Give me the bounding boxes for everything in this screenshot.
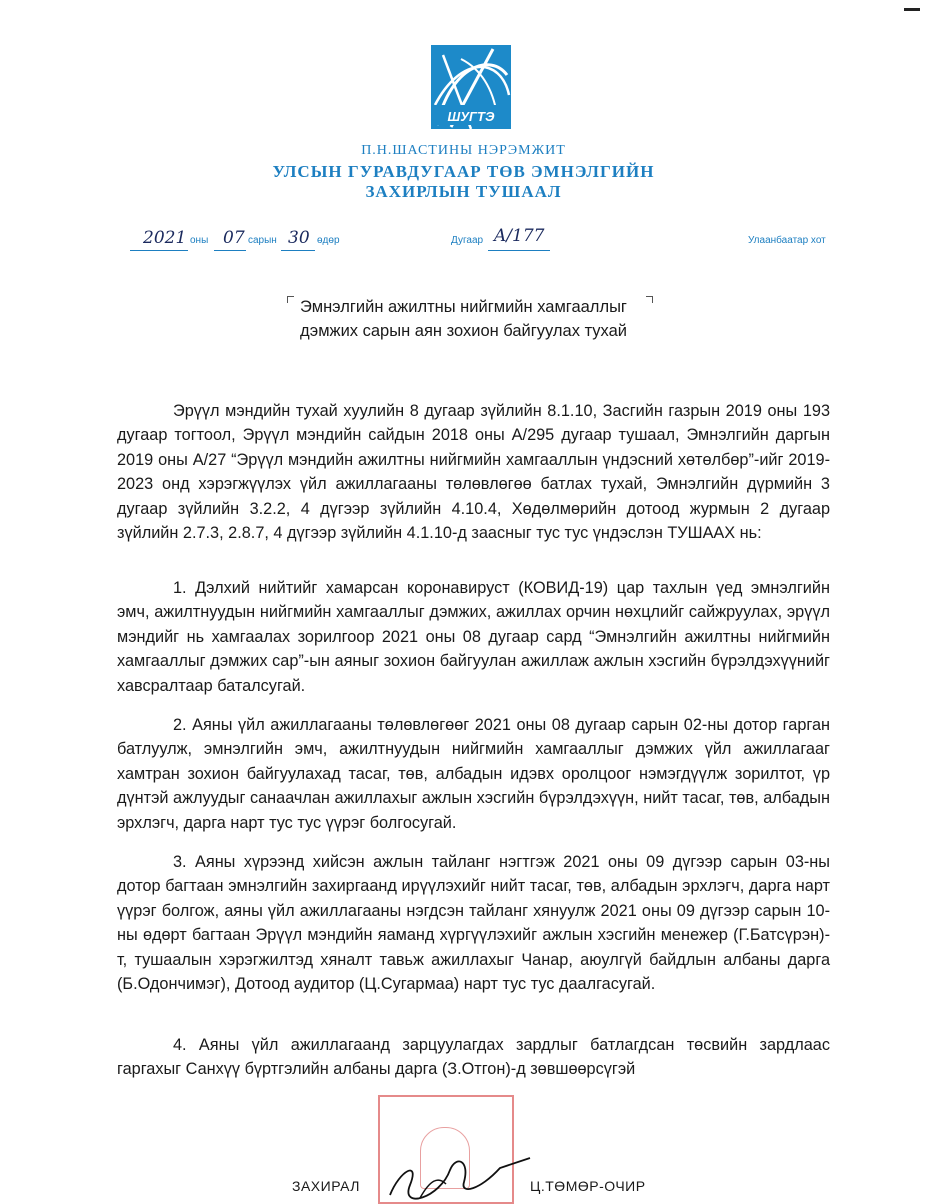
order-item-4: 4. Аяны үйл ажиллагаанд зарцуулагдах зардлыг батлагдсан төсвийн зардлаас гаргахыг Санхүү бүртгэлийн албаны дарга (З.Отгон)-д зөвшөөрсүгэй	[117, 1036, 830, 1079]
document-title: ЗАХИРЛЫН ТУШААЛ	[365, 182, 562, 201]
order-item-1: 1. Дэлхий нийтийг хамарсан коронавируст (КОВИД-19) цар тахлын үед эмнэлгийн эмч, ажилтнуудын нийгмийн хамгааллыг дэмжих, ажиллах орчин нөхцлийг сайжруулах, эрүүл мэндийг нь хамгаалах зорилгоор 2021 оны 08 дугаар сард “Эмнэлгийн ажилтны нийгмийн хамгааллыг дэмжих сар”-ын аяныг зохион байгуулан ажиллаж ажлын хэсгийн бүрэлдэхүүнийг хавсралтаар баталсугай.	[117, 579, 830, 695]
year-label: оны	[190, 235, 209, 246]
header-line-1: П.Н.ШАСТИНЫ НЭРЭМЖИТ	[361, 143, 566, 158]
signatory-title: ЗАХИРАЛ	[292, 1178, 360, 1194]
handwritten-day: 30	[288, 228, 310, 248]
hospital-logo	[431, 45, 511, 129]
day-label: өдөр	[317, 235, 340, 246]
date-number-line	[0, 228, 927, 252]
preamble-paragraph: Эрүүл мэндийн тухай хуулийн 8 дугаар зүйлийн 8.1.10, Засгийн газрын 2019 оны 193 дугаар тогтоол, Эрүүл мэндийн сайдын 2018 оны А/295 дугаар тушаал, Эмнэлгийн даргын 2019 оны А/27 “Эрүүл мэндийн ажилтны нийгмийн хамгааллын үндэсний хөтөлбөр”-ийг 2019-2023 онд хэрэгжүүлэх үйл ажиллагааны төлөвлөгөө батлах тухай, Эмнэлгийн дүрмийн 3 дугаар зүйлийн 3.2.2, 4 дүгээр зүйлийн 4.10.4, Хөдөлмөрийн дотоод журмын 2 дугаар зүйлийн 2.7.3, 2.8.7, 4 дүгээр зүйлийн 4.1.10-д заасныг тус тус үндэслэн ТУШААХ нь:	[117, 402, 830, 543]
signatory-name: Ц.ТӨМӨР-ОЧИР	[530, 1178, 646, 1194]
order-item-2: 2. Аяны үйл ажиллагааны төлөвлөгөөг 2021 оны 08 дугаар сарын 02-ны дотор гарган батлуулж, эмнэлгийн эмч, ажилтнуудын нийгмийн хамгааллыг дэмжих үйл ажиллагааг хамтран зохион байгуулахад тасаг, төв, албадын идэвх оролцоог нэмэгдүүлж зорилтот, үр дүнтэй ажлуудыг санаачлан ажиллахыг ажлын хэсгийн бүрэлдэхүүн, нийт тасаг, төв, албадын эрхлэгч, дарга нарт тус тус үүрэг болгосугай.	[117, 716, 830, 832]
handwritten-year: 2021	[143, 228, 187, 248]
handwritten-order-number: A/177	[494, 226, 545, 246]
subject-line-2: дэмжих сарын аян зохион байгуулах тухай	[299, 322, 628, 340]
subject-line-1: Эмнэлгийн ажилтны нийгмийн хамгааллыг	[300, 298, 627, 316]
number-label: Дугаар	[451, 235, 484, 246]
order-item-3: 3. Аяны хүрээнд хийсэн ажлын тайланг нэгтгэж 2021 оны 09 дүгээр сарын 03-ны дотор багтаан эмнэлгийн захиргаанд ирүүлэхийг нийт тасаг, төв, албадын эрхлэгч, дарга нарт үүрэг болгож, аяны үйл ажиллагааны нэгдсэн тайланг хянуулж 2021 оны 09 дүгээр сарын 10-ны өдөрт багтаан Эрүүл мэндийн яаманд хүргүүлэхийг ажлын хэсгийн менежер (Г.Батсүрэн)-т, тушаалын хэрэгжилтэд хяналт тавьж ажиллахыг Чанар, аюулгүй байдлын албаны дарга (Б.Одончимэг), Дотоод аудитор (Ц.Сугармаа) нарт тус тус даалгасугай.	[117, 853, 830, 994]
month-label: сарын	[248, 235, 277, 246]
handwritten-signature	[380, 1140, 540, 1200]
scan-edge-mark	[904, 8, 920, 11]
handwritten-month: 07	[223, 228, 245, 248]
header-line-2: УЛСЫН ГУРАВДУГААР ТӨВ ЭМНЭЛГИЙН	[272, 162, 655, 181]
order-subject	[0, 295, 927, 343]
svg-text:ШУГТЭ: ШУГТЭ	[447, 109, 495, 124]
place-label: Улаанбаатар хот	[748, 235, 826, 246]
